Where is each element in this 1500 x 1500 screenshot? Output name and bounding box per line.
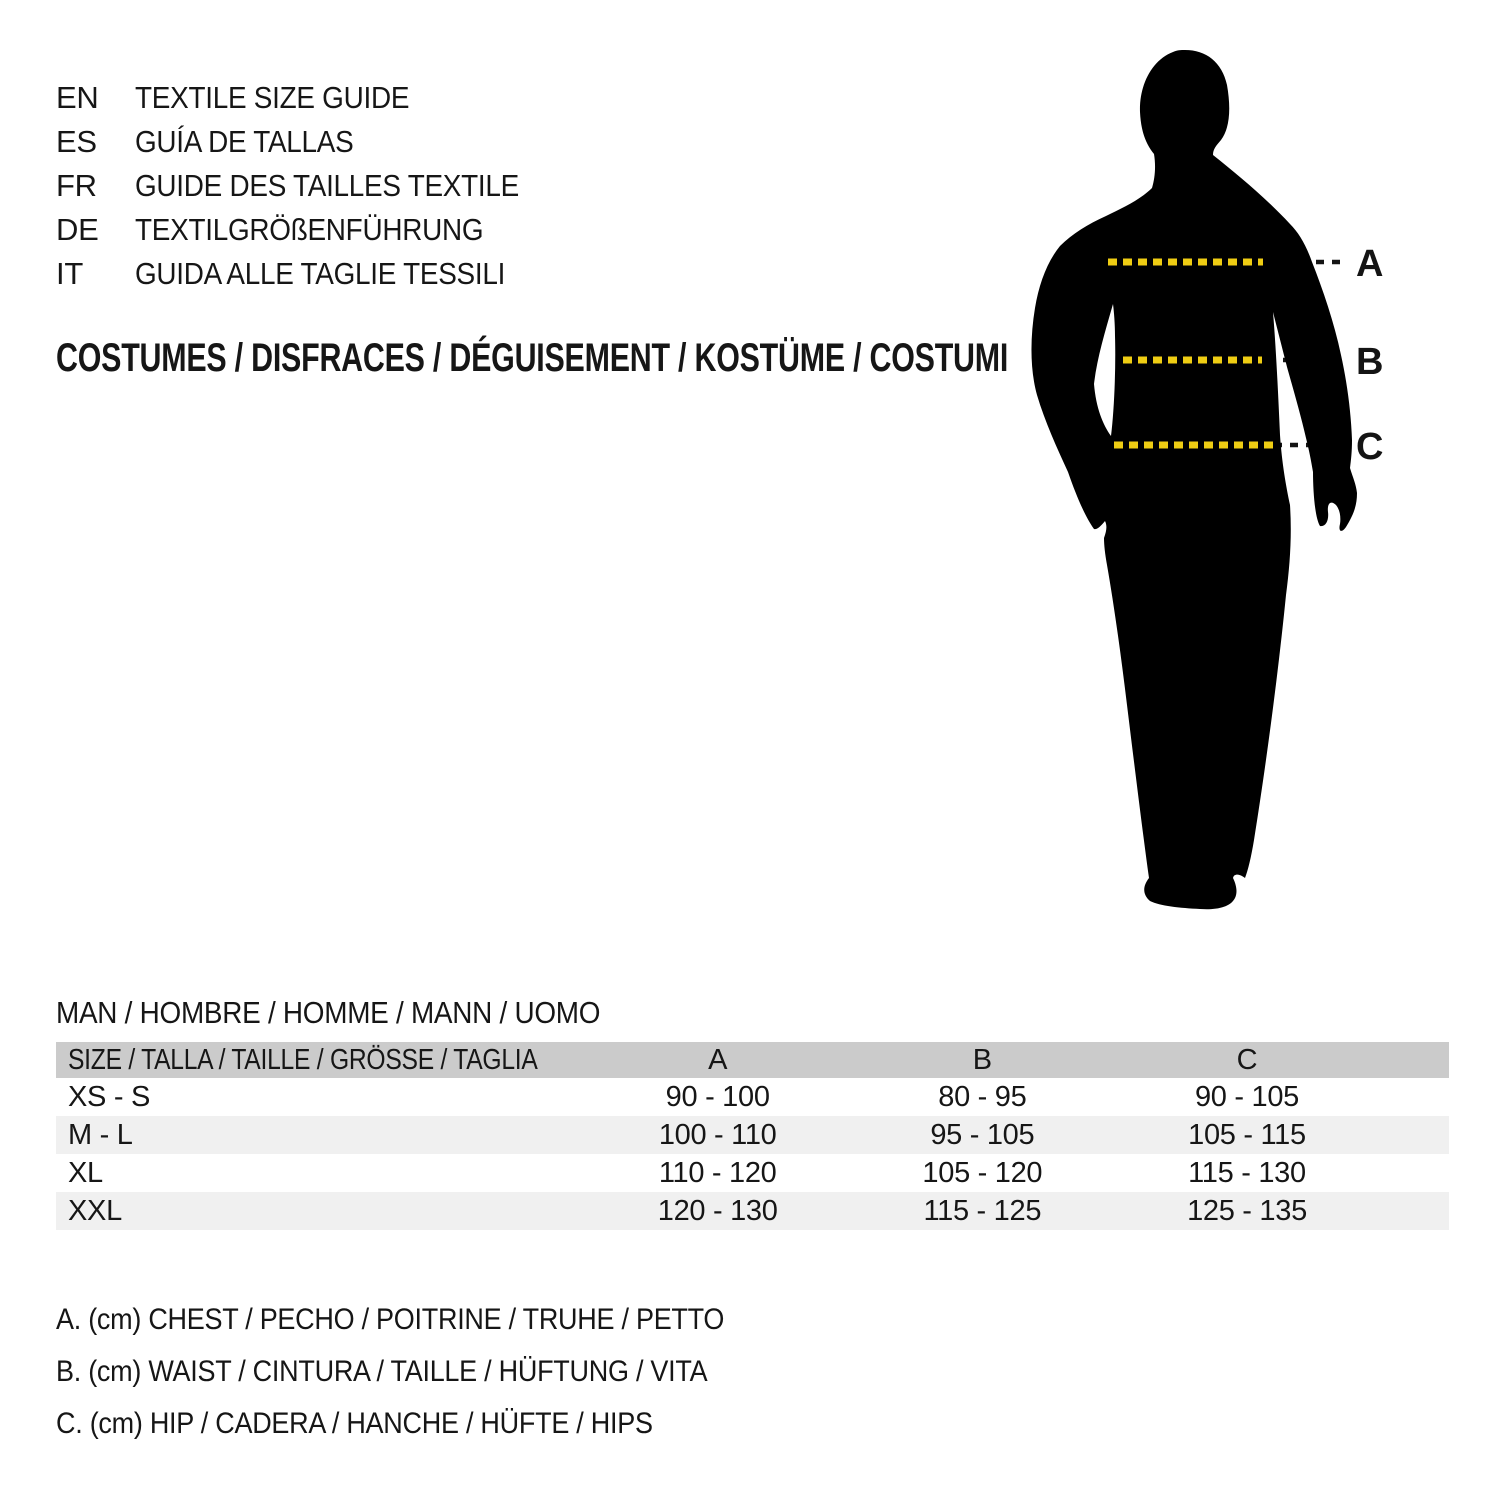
legend-item-chest: A. (cm) CHEST / PECHO / POITRINE / TRUHE / PETTO [56,1303,725,1336]
spacer-cell [1379,1116,1449,1154]
language-row-es [56,120,562,164]
spacer-cell [1379,1078,1449,1116]
spacer-cell [1379,1192,1449,1230]
value-cell-a: 120 - 130 [657,1194,778,1227]
value-cell-c: 125 - 135 [1187,1194,1307,1227]
language-title: GUIDA ALLE TAGLIE TESSILI [135,256,506,291]
value-cell-a: 90 - 100 [665,1080,770,1113]
size-table-header-row [56,1042,1449,1078]
language-title: TEXTILGRÖßENFÜHRUNG [135,212,484,247]
category-title-text: COSTUMES / DISFRACES / DÉGUISEMENT / KOSTÜME / COSTUMI [56,336,1009,380]
spacer-cell [1379,1154,1449,1192]
size-column-header: SIZE / TALLA / TAILLE / GRÖSSE / TAGLIA [56,1042,585,1078]
size-cell: XXL [68,1194,122,1227]
legend-item-waist: B. (cm) WAIST / CINTURA / TAILLE / HÜFTUNG / VITA [56,1355,708,1388]
section-title-text: MAN / HOMBRE / HOMME / MANN / UOMO [56,995,601,1030]
value-cell-c: 115 - 130 [1188,1156,1306,1189]
language-row-fr [56,164,562,208]
language-title: GUÍA DE TALLAS [135,124,354,159]
value-cell-b: 80 - 95 [938,1080,1027,1113]
column-header-b: B [850,1042,1115,1078]
column-header-spacer [1379,1042,1449,1078]
value-cell-b: 115 - 125 [923,1194,1042,1227]
size-table-row-xs-s [56,1078,1449,1116]
value-cell-a: 110 - 120 [658,1156,777,1189]
language-row-it [56,252,562,296]
column-header-c: C [1115,1042,1380,1078]
measure-label-b: B [1356,341,1384,383]
language-code: FR [56,168,97,203]
language-code: ES [56,124,97,159]
man-silhouette-figure [1000,40,1450,960]
language-code: IT [56,256,83,291]
column-header-a: A [585,1042,850,1078]
section-title [56,996,661,1030]
man-silhouette [1031,50,1357,909]
size-table [56,1042,1449,1230]
measure-label-a: A [1356,243,1384,285]
language-title: GUIDE DES TAILLES TEXTILE [135,168,520,203]
measurement-legend [56,1294,798,1450]
language-title: TEXTILE SIZE GUIDE [135,80,410,115]
legend-item-hip: C. (cm) HIP / CADERA / HANCHE / HÜFTE / HIPS [56,1407,653,1440]
size-table-row-xl [56,1154,1449,1192]
value-cell-c: 105 - 115 [1188,1118,1306,1151]
language-code: EN [56,80,99,115]
value-cell-b: 95 - 105 [930,1118,1035,1151]
size-table-row-m-l [56,1116,1449,1154]
value-cell-a: 100 - 110 [658,1118,777,1151]
language-row-en [56,76,562,120]
measure-label-c: C [1356,426,1384,468]
language-title-list [56,76,562,296]
language-code: DE [56,212,99,247]
size-table-row-xxl [56,1192,1449,1230]
size-cell: XS - S [68,1080,150,1113]
value-cell-b: 105 - 120 [922,1156,1043,1189]
size-cell: M - L [68,1118,133,1151]
size-cell: XL [68,1156,103,1189]
value-cell-c: 90 - 105 [1194,1080,1299,1113]
man-silhouette-svg [1000,40,1450,960]
language-row-de [56,208,562,252]
